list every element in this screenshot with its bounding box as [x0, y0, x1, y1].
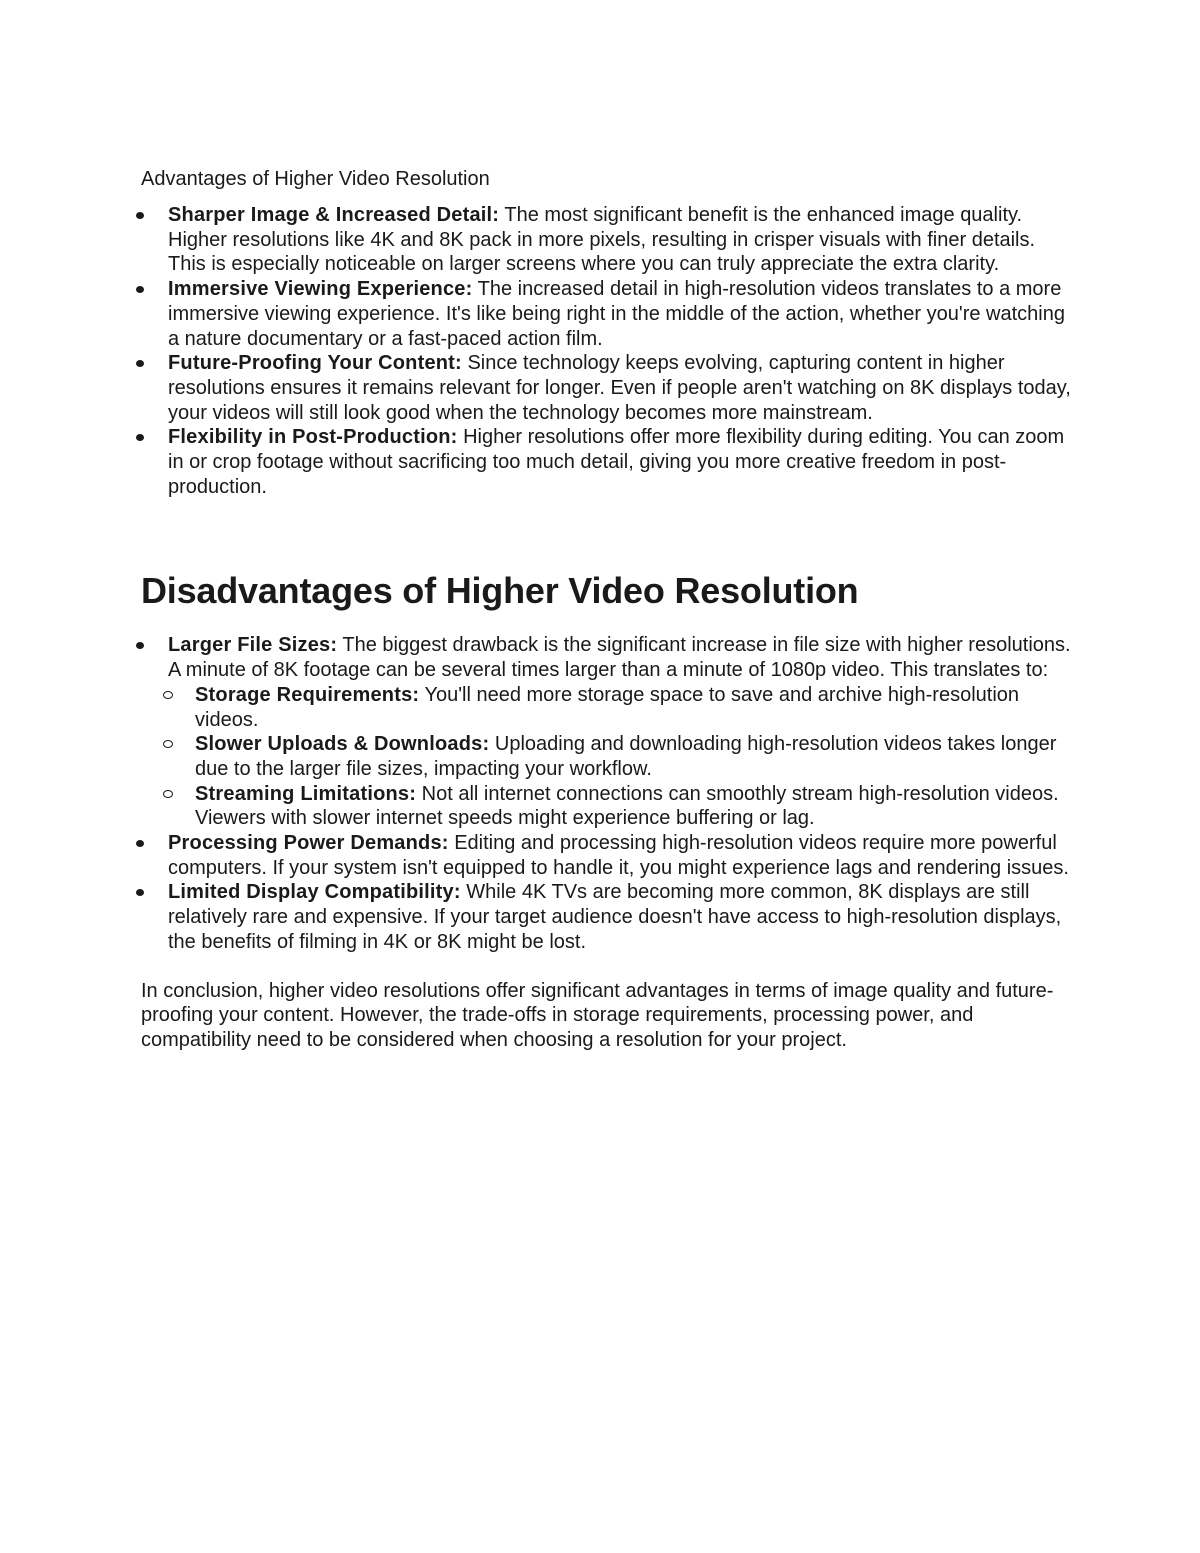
bullet-icon [136, 286, 144, 293]
bullet-icon [136, 434, 144, 441]
item-term: Sharper Image & Increased Detail: [168, 204, 500, 226]
list-item [141, 880, 1071, 954]
item-term: Limited Display Compatibility: [168, 881, 461, 904]
circle-bullet-icon [163, 740, 173, 748]
sub-list-item [168, 732, 1071, 781]
item-term: Immersive Viewing Experience: [168, 278, 473, 301]
disadvantages-list [141, 633, 1071, 954]
bullet-icon [136, 642, 144, 649]
disadvantages-heading: Disadvantages of Higher Video Resolution [141, 570, 859, 612]
bullet-icon [136, 889, 144, 896]
item-term: Processing Power Demands: [168, 832, 449, 855]
item-text: Higher resolutions offer more flexibility during editing. You can zoom in or crop footage without sacrificing too much detail, giving you more creative freedom in post-production. [168, 426, 1065, 498]
item-text: Not all internet connections can smoothly stream high-resolution videos. Viewers with slower internet speeds might experience buffering or lag. [195, 782, 1059, 830]
item-term: Streaming Limitations: [195, 782, 417, 805]
item-term: Flexibility in Post-Production: [168, 426, 458, 449]
advantages-title: Advantages of Higher Video Resolution [141, 168, 490, 190]
list-item [141, 425, 1071, 499]
bullet-icon [136, 840, 144, 847]
item-text: Uploading and downloading high-resolution videos takes longer due to the larger file sizes, impacting your workflow. [195, 733, 1057, 780]
sub-list [168, 683, 1071, 831]
conclusion-paragraph: In conclusion, higher video resolutions offer significant advantages in terms of image quality and future-proofing your content. However, the trade-offs in storage requirements, processing power, and compatibility need to be considered when choosing a resolution for your project. [141, 979, 1054, 1051]
item-text: Since technology keeps evolving, capturing content in higher resolutions ensures it remains relevant for longer. Even if people aren't watching on 8K displays today, your videos will still look good when the technology becomes more mainstream. [168, 352, 1071, 424]
item-term: Slower Uploads & Downloads: [195, 733, 490, 756]
sub-list-item [168, 683, 1071, 732]
bullet-icon [136, 212, 144, 219]
item-text: The increased detail in high-resolution videos translates to a more immersive viewing experience. It's like being right in the middle of the action, whether you're watching a nature documentary or a fast-paced action film. [168, 278, 1065, 350]
circle-bullet-icon [163, 790, 173, 798]
item-text: While 4K TVs are becoming more common, 8K displays are still relatively rare and expensive. If your target audience doesn't have access to high-resolution displays, the benefits of filming in 4K or 8K might be lost. [168, 881, 1062, 953]
document-page [141, 165, 1071, 1053]
list-item [141, 633, 1071, 831]
item-text: Editing and processing high-resolution videos require more powerful computers. If your system isn't equipped to handle it, you might experience lags and rendering issues. [168, 832, 1069, 879]
list-item [141, 351, 1071, 425]
item-text: The most significant benefit is the enhanced image quality. Higher resolutions like 4K and 8K pack in more pixels, resulting in crisper visuals with finer details. This is especially noticeable on larger screens where you can truly appreciate the extra clarity. [168, 204, 1036, 276]
bullet-icon [136, 360, 144, 367]
item-term: Future-Proofing Your Content: [168, 352, 462, 375]
item-text: You'll need more storage space to save and archive high-resolution videos. [195, 683, 1020, 731]
item-text: The biggest drawback is the significant increase in file size with higher resolutions. A minute of 8K footage can be several times larger than a minute of 1080p video. This translates to: [168, 634, 1071, 682]
advantages-list [141, 203, 1071, 499]
list-item [141, 203, 1071, 277]
list-item [141, 277, 1071, 351]
sub-list-item [168, 782, 1071, 831]
circle-bullet-icon [163, 691, 173, 699]
item-term: Larger File Sizes: [168, 634, 338, 657]
item-term: Storage Requirements: [195, 683, 420, 706]
list-item [141, 831, 1071, 880]
